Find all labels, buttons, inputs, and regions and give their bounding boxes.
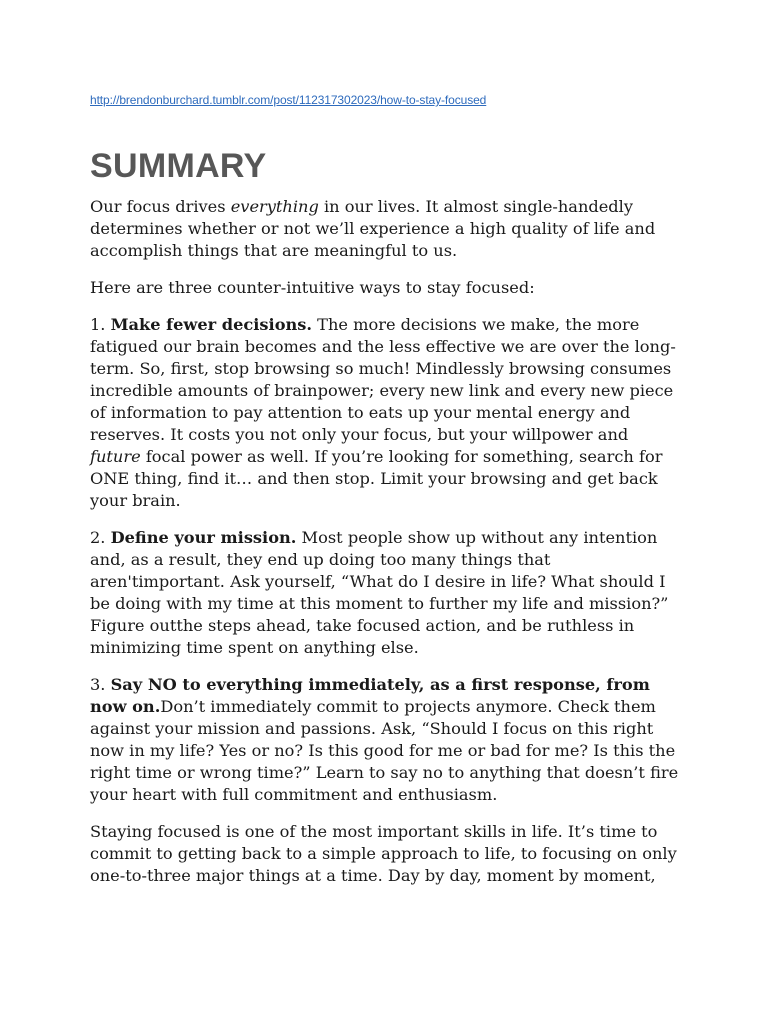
point-3-number: 3.: [90, 675, 111, 694]
lead-in-paragraph: Here are three counter-intuitive ways to stay focused:: [90, 278, 535, 297]
intro-emphasis: everything: [230, 197, 319, 216]
point-3-text: Don’t immediately commit to projects anymore. Check them against your mission and passions. Ask, “Should I focus on this right now in my life? Yes or no? Is this good for me or bad for me? Is this the right time or wrong time?” Learn to say no to anything that doesn’t fire your heart with full commitment and enthusiasm.: [90, 697, 679, 804]
point-1-text-end: focal power as well. If you’re looking for something, search for ONE thing, find it… and then stop. Limit your browsing and get back your brain.: [90, 447, 663, 510]
page-title: SUMMARY: [90, 147, 267, 185]
intro-text-start: Our focus drives: [90, 197, 231, 216]
document-body: [90, 196, 682, 902]
point-2-paragraph: [90, 527, 682, 659]
point-1-emphasis: future: [90, 447, 141, 466]
point-1-paragraph: [90, 314, 682, 512]
closing-paragraph: Staying focused is one of the most important skills in life. It’s time to commit to getting back to a simple approach to life, to focusing on only one-to-three major things at a time. Day by day, moment by moment,: [90, 822, 677, 885]
point-2-text: Most people show up without any intention and, as a result, they end up doing too many things that aren'timportant. Ask yourself, “What do I desire in life? What should I be doing with my time at this moment to further my life and mission?” Figure outthe steps ahead, take focused action, and be ruthless in minimizing time spent on anything else.: [90, 528, 669, 657]
point-2-number: 2.: [90, 528, 111, 547]
point-3-paragraph: [90, 674, 682, 806]
source-link[interactable]: http://brendonburchard.tumblr.com/post/112317302023/how-to-stay-focused: [90, 93, 487, 107]
point-1-number: 1.: [90, 315, 111, 334]
point-1-text-start: The more decisions we make, the more fatigued our brain becomes and the less effective we are over the long-term. So, first, stop browsing so much! Mindlessly browsing consumes incredible amounts of brainpower; every new link and every new piece of information to pay attention to eats up your mental energy and reserves. It costs you not only your focus, but your willpower and: [90, 315, 676, 444]
intro-text-end: in our lives. It almost single-handedly determines whether or not we’ll experience a high quality of life and accomplish things that are meaningful to us.: [90, 197, 656, 260]
point-2-heading: Define your mission.: [110, 528, 297, 547]
point-1-heading: Make fewer decisions.: [110, 315, 313, 334]
point-3-heading: Say NO to everything immediately, as a first response, from now on.: [90, 675, 650, 716]
intro-paragraph: [90, 196, 682, 262]
